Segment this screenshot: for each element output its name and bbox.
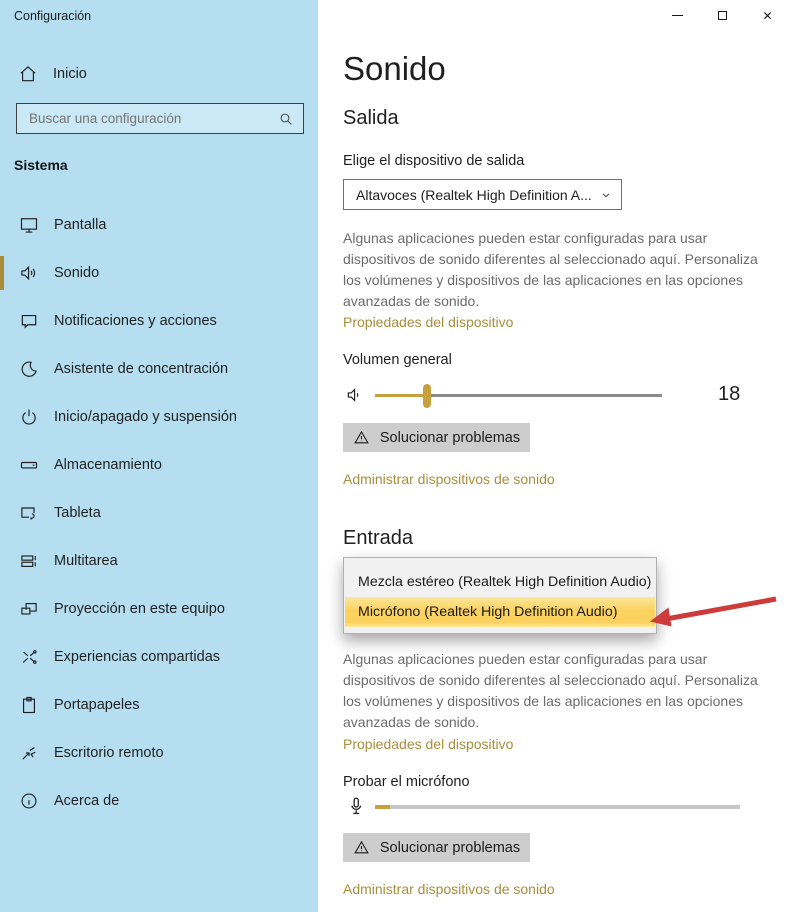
- sidebar-item-label: Inicio: [53, 66, 87, 82]
- focus-assist-icon: [19, 359, 39, 379]
- minimize-icon: [672, 15, 683, 16]
- sidebar-item-inicio-apagado[interactable]: [0, 393, 318, 441]
- home-icon: [18, 64, 38, 84]
- volume-slider-handle[interactable]: [423, 384, 431, 408]
- input-section-heading: Entrada: [343, 527, 414, 549]
- sidebar-section-sistema: Sistema: [14, 157, 68, 173]
- power-icon: [19, 407, 39, 427]
- input-manage-devices-link[interactable]: Administrar dispositivos de sonido: [343, 881, 555, 897]
- sidebar-item-escritorio-remoto[interactable]: [0, 729, 318, 777]
- output-troubleshoot-button[interactable]: [343, 423, 530, 452]
- sidebar: [0, 0, 318, 912]
- sidebar-item-label: Tableta: [54, 505, 101, 521]
- output-device-label: Elige el dispositivo de salida: [343, 153, 525, 169]
- clipboard-icon: [19, 695, 39, 715]
- sidebar-item-label: Inicio/apagado y suspensión: [54, 409, 237, 425]
- microphone-icon: [345, 794, 367, 820]
- remote-desktop-icon: [19, 743, 39, 763]
- sidebar-item-notificaciones[interactable]: [0, 297, 318, 345]
- sidebar-item-label: Escritorio remoto: [54, 745, 164, 761]
- option-label: Micrófono (Realtek High Definition Audio): [358, 604, 618, 620]
- sidebar-item-label: Experiencias compartidas: [54, 649, 221, 665]
- window-controls: [655, 0, 790, 31]
- option-label: Mezcla estéreo (Realtek High Definition Audio): [358, 574, 652, 590]
- about-icon: [19, 791, 39, 811]
- input-device-dropdown-open: [343, 557, 657, 634]
- dropdown-option-microfono[interactable]: [345, 597, 655, 627]
- sidebar-item-proyeccion[interactable]: [0, 585, 318, 633]
- sidebar-item-label: Pantalla: [54, 217, 107, 233]
- volume-slider-track[interactable]: [375, 394, 662, 397]
- chevron-down-icon: [599, 188, 613, 202]
- storage-icon: [19, 455, 39, 475]
- troubleshoot-label: Solucionar problemas: [379, 839, 521, 856]
- mic-level-meter: [375, 805, 740, 809]
- close-icon: ✕: [762, 8, 773, 23]
- volume-value: 18: [718, 383, 741, 405]
- output-section-heading: Salida: [343, 107, 399, 129]
- output-device-properties-link[interactable]: Propiedades del dispositivo: [343, 314, 514, 330]
- projection-icon: [19, 599, 39, 619]
- sidebar-item-tableta[interactable]: [0, 489, 318, 537]
- shared-experiences-icon: [19, 647, 39, 667]
- maximize-icon: [718, 11, 727, 20]
- sidebar-item-label: Acerca de: [54, 793, 120, 809]
- sidebar-item-label: Proyección en este equipo: [54, 601, 225, 617]
- multitask-icon: [19, 551, 39, 571]
- input-device-properties-link[interactable]: Propiedades del dispositivo: [343, 736, 514, 752]
- output-description: Algunas aplicaciones pueden estar configuradas para usar dispositivos de sonido diferentes al seleccionado aquí. Personaliza los volúmenes y dispositivos de las aplicaciones en las opciones avanzadas de sonido.: [343, 230, 758, 309]
- sidebar-item-multitarea[interactable]: [0, 537, 318, 585]
- sidebar-item-label: Asistente de concentración: [54, 361, 229, 377]
- volume-slider-fill: [375, 394, 427, 397]
- sidebar-item-label: Notificaciones y acciones: [54, 313, 217, 329]
- input-description: Algunas aplicaciones pueden estar configuradas para usar dispositivos de sonido diferentes al seleccionado aquí. Personaliza los volúmenes y dispositivos de las aplicaciones en las opciones avanzadas de sonido.: [343, 651, 758, 730]
- sidebar-item-asistente-concentracion[interactable]: [0, 345, 318, 393]
- troubleshoot-label: Solucionar problemas: [379, 429, 521, 446]
- output-manage-devices-link[interactable]: Administrar dispositivos de sonido: [343, 471, 555, 487]
- maximize-button[interactable]: [700, 0, 745, 31]
- sidebar-item-label: Sonido: [54, 265, 100, 281]
- sidebar-item-sonido[interactable]: [0, 249, 318, 297]
- volume-label: Volumen general: [343, 352, 452, 368]
- warning-icon: [353, 429, 370, 446]
- speaker-icon: [19, 263, 39, 283]
- sidebar-item-experiencias-compartidas[interactable]: [0, 633, 318, 681]
- page-title: Sonido: [343, 50, 446, 87]
- display-icon: [19, 215, 39, 235]
- dropdown-option-mezcla-estereo[interactable]: [345, 567, 655, 597]
- mic-level-row: [345, 792, 740, 822]
- sidebar-item-label: Almacenamiento: [54, 457, 162, 473]
- notifications-icon: [19, 311, 39, 331]
- annotation-arrow: [648, 592, 784, 634]
- sidebar-item-label: Multitarea: [54, 553, 118, 569]
- mic-level-fill: [375, 805, 390, 809]
- sidebar-nav: [0, 201, 318, 825]
- sidebar-item-label: Portapapeles: [54, 697, 140, 713]
- sidebar-item-acerca-de[interactable]: [0, 777, 318, 825]
- main-panel: [318, 0, 790, 912]
- test-mic-label: Probar el micrófono: [343, 774, 470, 790]
- window-title: Configuración: [14, 9, 92, 23]
- tablet-icon: [19, 503, 39, 523]
- warning-icon: [353, 839, 370, 856]
- search-icon[interactable]: [278, 111, 294, 127]
- sidebar-item-almacenamiento[interactable]: [0, 441, 318, 489]
- search-input[interactable]: [29, 111, 278, 126]
- minimize-button[interactable]: [655, 0, 700, 31]
- sidebar-item-home[interactable]: [18, 60, 87, 88]
- sidebar-item-portapapeles[interactable]: [0, 681, 318, 729]
- close-button[interactable]: [745, 0, 790, 31]
- sidebar-item-pantalla[interactable]: [0, 201, 318, 249]
- volume-speaker-icon: [345, 385, 365, 405]
- volume-slider-row: [345, 381, 662, 409]
- input-troubleshoot-button[interactable]: [343, 833, 530, 862]
- output-device-selected: Altavoces (Realtek High Definition A...: [356, 186, 592, 203]
- settings-search[interactable]: [16, 103, 304, 134]
- output-device-dropdown[interactable]: [343, 179, 622, 210]
